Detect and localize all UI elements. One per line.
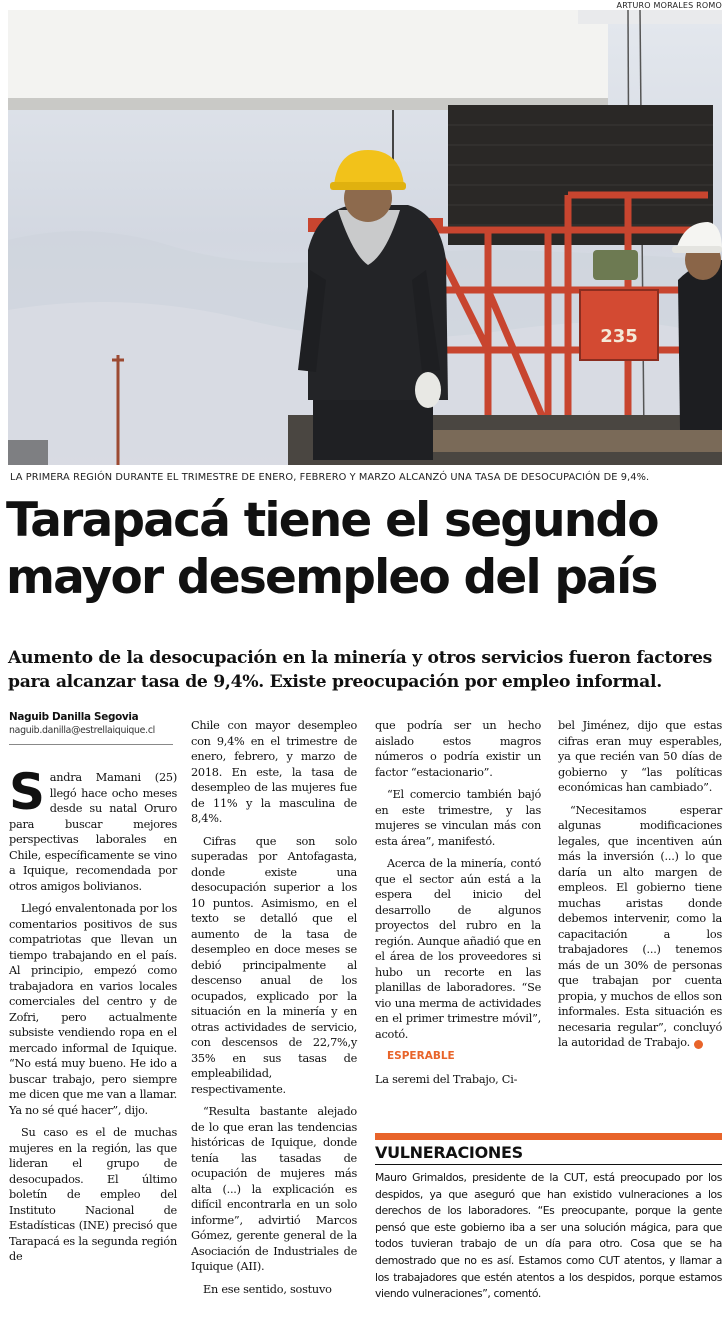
article-column-4 [558, 718, 722, 1058]
author-name: Naguib Danilla Segovia [9, 711, 139, 723]
paragraph: Llegó envalentonada por los comentarios positivos de sus compatriotas que llevan un tiempo trabajando en el país. Al principio, empezó como trabajadora en varios locales comerciales del centro y de Zofri, pero actualmente subsiste vendiendo ropa en el mercado informal de Iquique. “No está muy bueno. He ido a buscar trabajo, pero siempre me dicen que me van a llamar. Ya no sé qué hacer”, dijo. [9, 902, 177, 1117]
headline-line-1: Tarapacá tiene el segundo [6, 493, 658, 548]
article-photo [8, 10, 722, 465]
headline-line-2: mayor desempleo del país [6, 550, 657, 605]
paragraph: “Resulta bastante alejado de lo que eran las tendencias históricas de Iquique, donde tenía las tasadas de ocupación de mujeres más alta (...) la explicación es difícil encontrarla en un solo informe”, advirtió Marcos Gómez, gerente general de la Asociación de Industriales de Iquique (AII). [191, 1105, 357, 1273]
subheadline: Aumento de la desocupación en la minería y otros servicios fueron factores para alcanzar tasa de 9,4%. Existe preocupación por empleo informal. [8, 648, 713, 692]
paragraph: Acerca de la minería, contó que el sector aún está a la espera del inicio del desarrollo de algunos proyectos del rubro en la región. Aunque añadió que en el área de los proveedores si hubo un recorte en las planillas de laboradores. “Se vio una merma de actividades en el primer trimestre móvil”, acotó. [375, 857, 541, 1041]
paragraph: que podría ser un hecho aislado estos magros números o podría existir un factor “estacionario”. [375, 719, 541, 779]
sidebar-accent-bar [375, 1133, 722, 1140]
byline [9, 711, 179, 736]
photo-credit: ARTURO MORALES ROMO [616, 1, 722, 10]
paragraph: En ese sentido, sostuvo [203, 1282, 332, 1296]
end-of-article-icon: ✪ [694, 1040, 703, 1049]
paragraph-text: andra Mamani (25) llegó hace ocho meses desde su natal Oruro para buscar mejores perspectivas laborales en Chile, específicamente se vino a Iquique, recomendada por otros amigos bolivianos. [9, 771, 177, 893]
byline-divider [9, 744, 173, 745]
paragraph [9, 763, 177, 894]
construction-worker-image [8, 10, 722, 465]
author-email: naguib.danilla@estrellaiquique.cl [9, 725, 155, 736]
machine-number: 235 [600, 326, 638, 347]
drop-cap: S [9, 763, 45, 821]
paragraph: Su caso es el de muchas mujeres en la región, las que lideran el grupo de desocupados. El último boletín de empleo del Instituto Nacional de Estadísticas (INE) precisó que Tarapacá es la segunda región de [9, 1126, 177, 1263]
sidebar-title: VULNERACIONES [375, 1143, 523, 1162]
paragraph: La seremi del Trabajo, Ci- [375, 1072, 518, 1086]
paragraph [558, 803, 722, 1051]
paragraph: “El comercio también bajó en este trimestre, y las mujeres se vinculan más con esta área”, manifestó. [375, 788, 541, 848]
headline [6, 492, 722, 606]
paragraph-text: “Necesitamos esperar algunas modificaciones legales, que incentiven aún más la inversión (...) lo que daría un alto margen de empleos. El gobierno tiene muchas aristas donde debemos intervenir, como la capacitación a los trabajadores (...) tenemos más de un 30% de personas que trabajan por cuenta propia, y muchos de ellos son informales. Esta situación es necesaria regular”, concluyó la autoridad de Trabajo. [558, 803, 722, 1049]
paragraph: Cifras que son solo superadas por Antofagasta, donde existe una desocupación superior a los 10 puntos. Asimismo, en el texto se detalló que el aumento de la tasa de desempleo en doce meses se debió principalmente al descenso anual de los ocupados, explicado por la situación en la minería y en otras actividades de servicio, con descensos de 22,7%,y 35% en sus tasas de empleabilidad, respectivamente. [191, 834, 357, 1096]
section-label-esperable: ESPERABLE [387, 1050, 455, 1062]
photo-caption: LA PRIMERA REGIÓN DURANTE EL TRIMESTRE DE ENERO, FEBRERO Y MARZO ALCANZÓ UNA TASA DE DESOCUPACIÓN DE 9,4%. [10, 472, 650, 483]
sidebar-divider [375, 1164, 722, 1165]
article-column-1 [9, 763, 177, 1272]
article-column-2 [191, 718, 357, 1304]
sidebar-text: Mauro Grimaldos, presidente de la CUT, está preocupado por los despidos, ya que aseguró que han existido vulneraciones a los derechos de los laboradores. “Es preocupante, porque la gente pensó que este gobierno iba a ser una solución mágica, para que todos tuvieran trabajo de un día para otro. Cosa que se ha demostrado que no es así. Estamos como CUT atentos, y llamar a los trabajadores que estén atentos a los despidos, porque estamos viendo vulneraciones”, comentó. [375, 1171, 722, 1301]
paragraph: bel Jiménez, dijo que estas cifras eran muy esperables, ya que recién van 50 días de gobierno y “las políticas económicas han cambiado”. [558, 719, 722, 794]
paragraph: Chile con mayor desempleo con 9,4% en el trimestre de enero, febrero, y marzo de 2018. En este, la tasa de desempleo de las mujeres fue de 11% y la masculina de 8,4%. [191, 719, 357, 825]
article-column-3 [375, 718, 541, 1094]
